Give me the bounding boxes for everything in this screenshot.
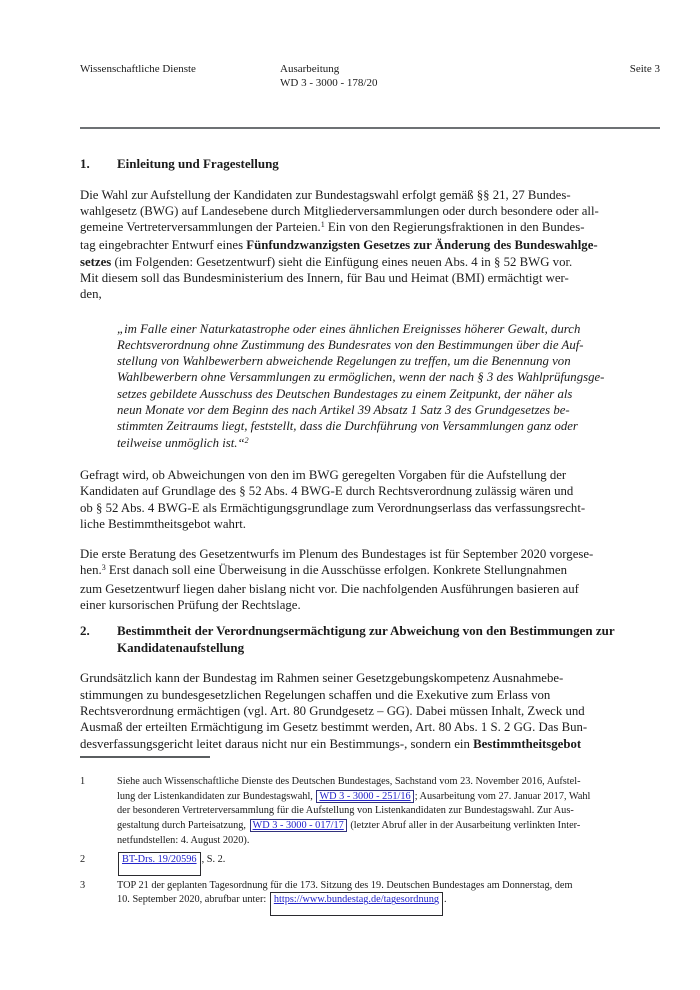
text-run: der besonderen Vertreterversammlung für die Aufstellung von Listenkandidaten zur Bundestagswahl. Zur Aus- [117, 805, 574, 817]
header-org-name: Wissenschaftliche Dienste [80, 63, 196, 75]
text-run: Ausmaß der erteilten Ermächtigung im Gesetz bestimmt werden, Art. 80 Abs. 1 S. 2 GG. Das Bun- [80, 720, 588, 735]
footnote-text [117, 775, 660, 849]
text-run: Grundsätzlich kann der Bundestag im Rahmen seiner Gesetzgebungskompetenz Ausnahmebe- [80, 671, 564, 686]
text-run: , S. 2. [201, 853, 226, 865]
text-run: wahlgesetz (BWG) auf Landesebene durch Mitgliederversammlungen oder durch besondere oder all- [80, 203, 599, 218]
text-run: den, [80, 287, 102, 302]
text-run: . [444, 894, 447, 906]
text-run: Die erste Beratung des Gesetzentwurfs im Plenum des Bundestages ist für September 2020 vorgese- [80, 547, 594, 562]
footnote-item-3 [80, 879, 660, 909]
footnote-link[interactable]: WD 3 - 3000 - 017/17 [250, 819, 347, 832]
footnote-link[interactable]: BT-Drs. 19/20596 [118, 852, 201, 876]
section-1-heading [80, 156, 660, 173]
text-run: stimmungen zu bundesgesetzlichen Regelungen schaffen und die Exekutive zum Erlass von [80, 687, 551, 702]
section-2-heading [80, 623, 660, 656]
text-run: Bestimmtheitsgebot [473, 736, 582, 751]
text-run: zum Gesetzentwurf liegen daher bislang nicht vor. Die nachfolgenden Ausführungen basieren auf [80, 581, 579, 596]
footnote-text [117, 853, 660, 868]
footnote-link[interactable]: https://www.bundestag.de/tagesordnung [270, 892, 443, 916]
text-run: Bestimmtheit der Verordnungsermächtigung zur Abweichung von den Bestimmungen zur [117, 623, 615, 639]
text-run: tag eingebrachter Entwurf eines [80, 238, 247, 253]
text-run: Ein von den Regierungsfraktionen in den Bundes- [324, 220, 585, 235]
section-1-title: Einleitung und Fragestellung [117, 156, 279, 171]
text-run: hen. [80, 563, 102, 578]
header-doc-number: WD 3 - 3000 - 178/20 [280, 77, 378, 89]
paragraph-status [80, 546, 660, 613]
text-run: einer kursorischen Prüfung der Rechtslage. [80, 598, 301, 613]
footnote-number: 2 [80, 853, 86, 865]
paragraph-intro [80, 187, 660, 303]
text-run: stellung von Wahlbewerbern abweichende Regelungen zu treffen, um die Benennung von [117, 354, 571, 369]
header-divider [80, 127, 660, 129]
text-run: Kandidaten auf Grundlage des § 52 Abs. 4 BWG-E durch Rechtsverordnung zulässig wären und [80, 484, 574, 499]
footnote-marker: 2 [244, 435, 249, 445]
text-run: Rechtsverordnung ohne Zustimmung des Bundesrates von den Bestimmungen über die Auf- [117, 337, 584, 352]
text-run: TOP 21 der geplanten Tagesordnung für die 173. Sitzung des 19. Deutschen Bundestages am Donnerstag, dem [117, 879, 573, 891]
text-run: ; Ausarbeitung vom 27. Januar 2017, Wahl [414, 790, 591, 802]
text-run: ob § 52 Abs. 4 BWG-E als Ermächtigungsgrundlage zum Verordnungserlass das verfassungsrecht- [80, 500, 586, 515]
text-run: netfundstellen: 4. August 2020). [117, 835, 250, 846]
text-run: 10. September 2020, abrufbar unter: [117, 894, 269, 906]
footnote-link[interactable]: WD 3 - 3000 - 251/16 [316, 790, 413, 803]
header-doc-block [280, 62, 630, 90]
text-run: „im Falle einer Naturkatastrophe oder eines ähnlichen Ereignisses höherer Gewalt, durch [117, 321, 581, 336]
text-run: gemeine Vertreterversammlungen der Parteien. [80, 220, 321, 235]
quote-block [117, 321, 660, 453]
footnote-marker: 3 [101, 563, 106, 573]
page-header [80, 62, 660, 90]
text-run: Gefragt wird, ob Abweichungen von den im BWG geregelten Vorgaben für die Aufstellung der [80, 467, 567, 482]
footnotes [80, 775, 660, 908]
text-run: liche Bestimmtheitsgebot wahrt. [80, 516, 246, 531]
footnote-item-1 [80, 775, 660, 849]
text-run: (im Folgenden: Gesetzentwurf) sieht die Einfügung eines neuen Abs. 4 in § 52 BWG vor. [111, 254, 573, 269]
footnote-marker: 1 [320, 220, 325, 230]
section-2-title [117, 623, 660, 656]
text-run: neun Monate vor dem Beginn des nach Artikel 39 Absatz 1 Satz 3 des Grundgesetzes be- [117, 403, 570, 418]
text-run: Siehe auch Wissenschaftliche Dienste des Deutschen Bundestages, Sachstand vom 23. November 2016, Aufstel- [117, 775, 581, 787]
footnote-text [117, 879, 660, 909]
text-run: Mit diesem soll das Bundesministerium des Innern, für Bau und Heimat (BMI) ermächtigt wer- [80, 270, 569, 285]
text-run: Wahlbewerbern ohne Versammlungen zu ermöglichen, wenn der nach § 3 des Wahlprüfungsge- [117, 370, 605, 385]
footnote-item-2 [80, 853, 660, 868]
footnote-number: 3 [80, 879, 86, 891]
paragraph-question [80, 467, 660, 532]
paragraph-delegation [80, 670, 660, 751]
footnote-separator [80, 756, 210, 758]
text-run: Rechtsverordnung ermächtigen (vgl. Art. 80 Grundgesetz – GG). Dabei müssen Inhalt, Zweck und [80, 703, 585, 718]
text-run: setzes gebildete Ausschuss des Deutschen Bundestages zu einem Zeitpunkt, der näher als [117, 386, 573, 401]
text-run: gestaltung durch Parteisatzung, [117, 820, 249, 832]
section-2-number: 2. [80, 623, 90, 639]
text-run: stimmten Zeitraums liegt, feststellt, dass die Durchführung von Versammlungen ganz oder [117, 419, 578, 434]
text-run: setzes [80, 254, 112, 269]
text-run: desverfassungsgericht leitet daraus nicht nur ein Bestimmungs-, sondern ein [80, 736, 474, 751]
text-run: lung der Listenkandidaten zur Bundestagswahl, [117, 790, 316, 802]
text-run: Die Wahl zur Aufstellung der Kandidaten zur Bundestagswahl erfolgt gemäß §§ 21, 27 Bundes- [80, 187, 571, 202]
text-run: teilweise unmöglich ist.“ [117, 435, 245, 450]
header-page-number: Seite 3 [629, 63, 660, 75]
footnote-number: 1 [80, 775, 86, 787]
header-doc-type: Ausarbeitung [280, 63, 340, 75]
text-run: (letzter Abruf aller in der Ausarbeitung verlinkten Inter- [347, 820, 581, 832]
text-run: Fünfundzwanzigsten Gesetzes zur Änderung des Bundeswahlge- [246, 238, 598, 253]
text-run: Kandidatenaufstellung [117, 639, 245, 655]
text-run: Erst danach soll eine Überweisung in die Ausschüsse erfolgen. Konkrete Stellungnahmen [105, 563, 567, 578]
section-1-number: 1. [80, 156, 90, 171]
